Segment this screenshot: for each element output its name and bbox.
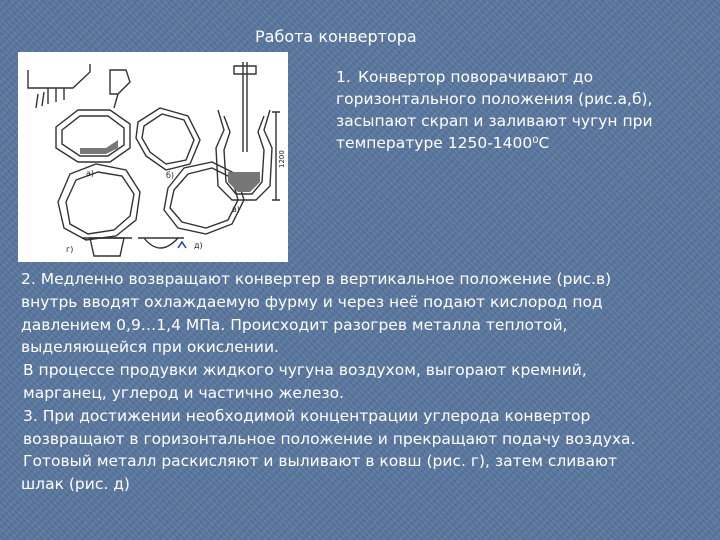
- body-paragraphs: [21, 268, 716, 496]
- body-line: 2. Медленно возвращают конвертер в вертикальное положение (рис.в): [21, 270, 612, 288]
- item-1-line: засыпают скрап и заливают чугун при: [336, 112, 653, 130]
- body-line: 3. При достижении необходимой концентрации углерода конвертор: [23, 406, 591, 425]
- item-1-line: горизонтального положения (рис.а,б),: [336, 90, 653, 108]
- figure-label-v: в): [232, 205, 240, 214]
- body-line: В процессе продувки жидкого чугуна воздухом, выгорают кремний,: [23, 361, 587, 380]
- figure-label-g: г): [66, 245, 74, 254]
- converter-diagram-figure: [18, 52, 288, 262]
- body-line: выделяющейся при окислении.: [21, 338, 279, 357]
- body-line: Готовый металл раскисляют и выливают в ковш (рис. г), затем сливают: [23, 452, 618, 471]
- figure-label-b: б): [166, 171, 175, 180]
- item-1-number: 1.: [336, 68, 351, 86]
- figure-dimension-label: 1200: [278, 150, 286, 168]
- body-line: марганец, углерод и частично железо.: [23, 383, 345, 402]
- body-line: внутрь вводят охлаждаемую фурму и через неё подают кислород под: [21, 292, 603, 311]
- converter-diagram: [18, 52, 288, 262]
- body-line: шлак (рис. д): [21, 475, 130, 494]
- figure-label-d: д): [194, 241, 203, 250]
- slide-title: Работа конвертора: [255, 27, 417, 46]
- item-1-line: Конвертор поворачивают до: [358, 68, 594, 86]
- item-1-line: температуре 1250-1400⁰С: [336, 134, 550, 152]
- body-line: давлением 0,9…1,4 МПа. Происходит разогрев металла теплотой,: [21, 315, 568, 334]
- item-1-paragraph: [336, 66, 711, 154]
- body-line: возвращают в горизонтальное положение и прекращают подачу воздуха.: [23, 429, 636, 448]
- figure-label-a: а): [86, 169, 95, 178]
